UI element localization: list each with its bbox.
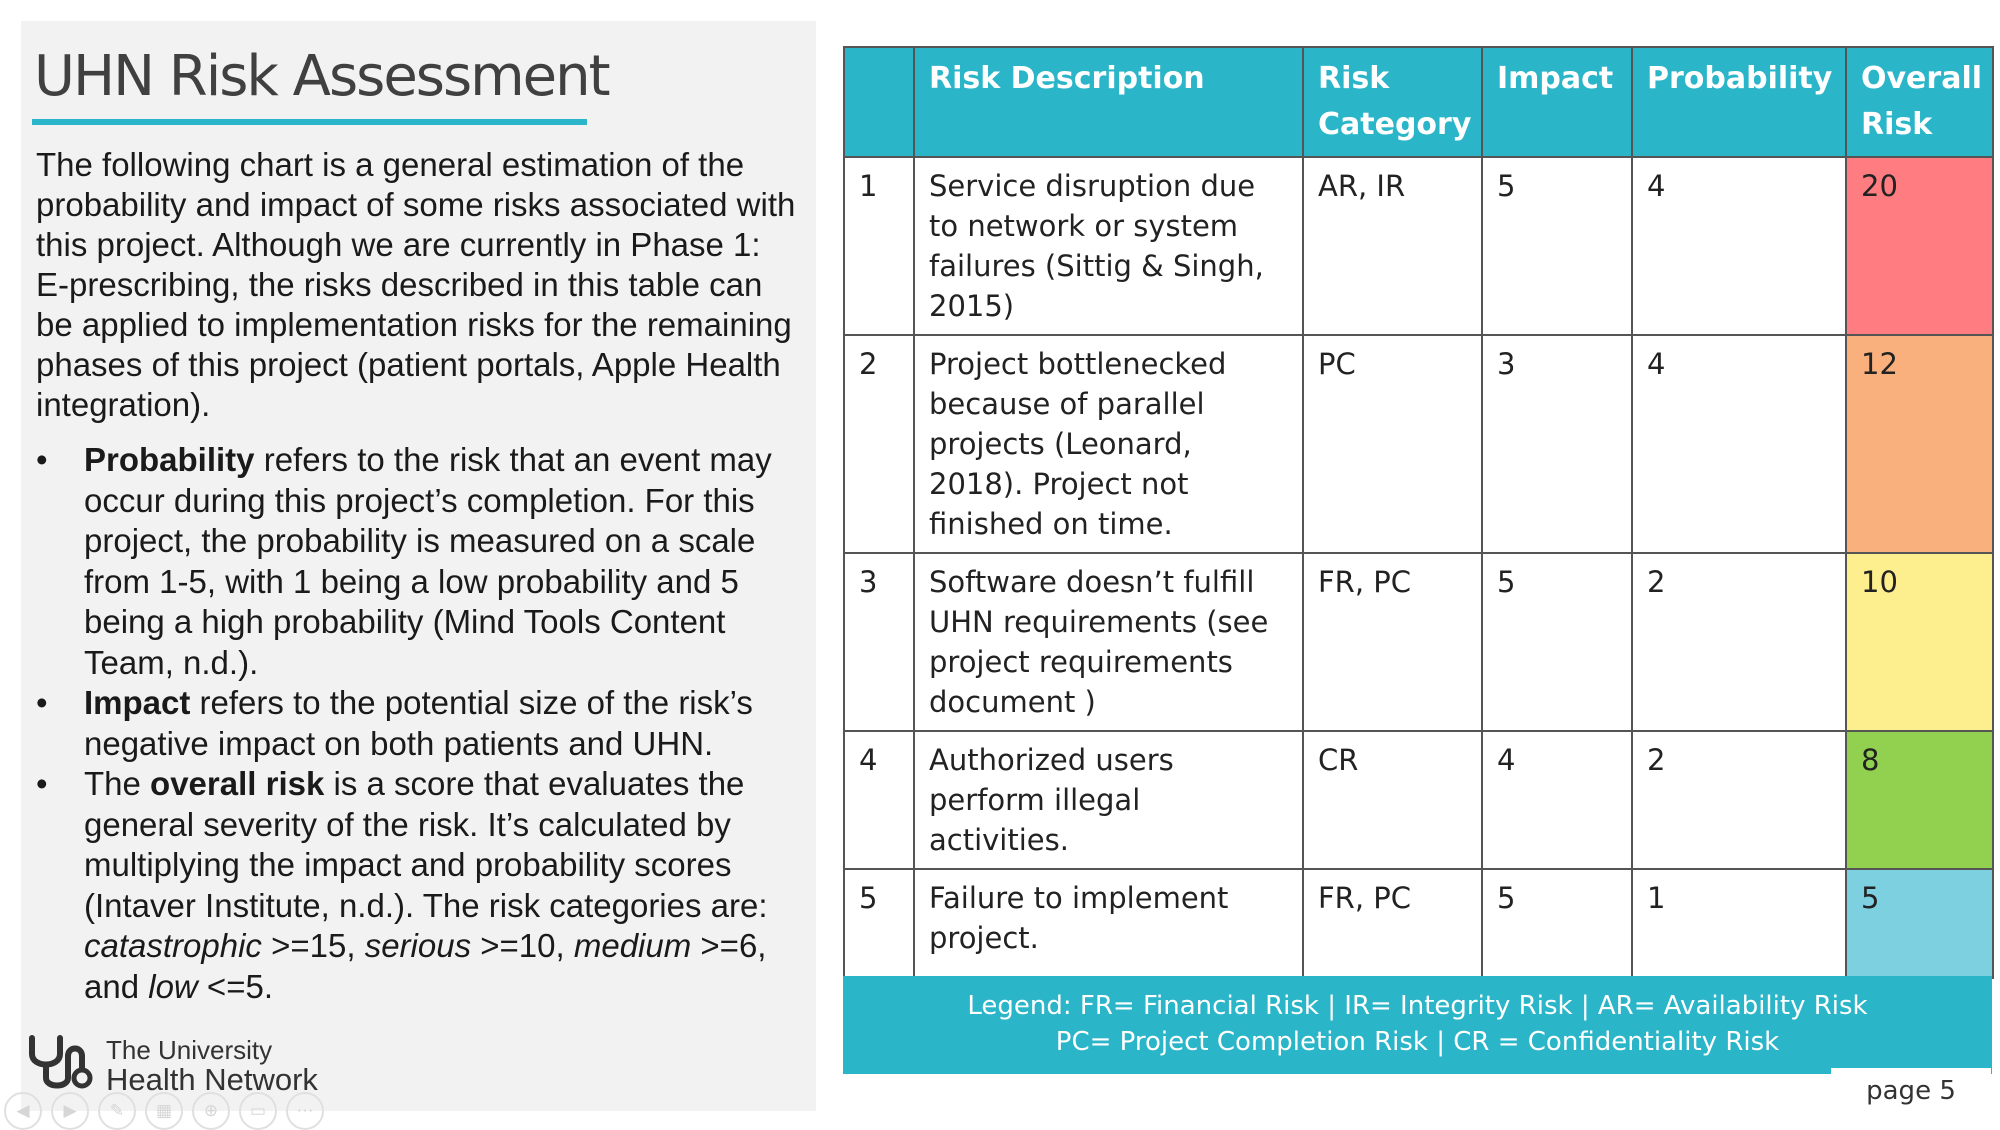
logo-line-1: The University — [106, 1034, 273, 1065]
cell-number: 5 — [844, 869, 914, 978]
rule-serious: >=10, — [471, 927, 574, 964]
header-overall-risk — [1846, 47, 1993, 157]
rule-catastrophic: >=15, — [261, 927, 365, 964]
cell-category: PC — [1303, 335, 1482, 553]
next-icon[interactable]: ▶ — [51, 1092, 89, 1130]
uhn-logo — [24, 1032, 318, 1097]
zoom-icon[interactable]: ⊕ — [192, 1092, 230, 1130]
cell-probability: 1 — [1632, 869, 1846, 978]
table-header-row — [844, 47, 1993, 157]
probability-definition: refers to the risk that an event may occur during this project’s completion. For this project, the probability is measured on a scale from 1-5, with 1 being a low probability and 5 being a high probability (Mind Tools Content Team, n.d.). — [84, 441, 772, 681]
cell-probability: 4 — [1632, 335, 1846, 553]
pen-icon[interactable]: ✎ — [98, 1092, 136, 1130]
and-text: and — [84, 967, 149, 1005]
cell-overall-risk: 20 — [1846, 157, 1993, 335]
bullet-overall-risk — [36, 764, 796, 1007]
term-overall-risk: overall risk — [150, 765, 325, 802]
cell-description: Software doesn’t fulfill UHN requirements (see project requirements document ) — [914, 553, 1303, 731]
intro-paragraph: The following chart is a general estimation of the probability and impact of some risks associated with this project. Although we are currently in Phase 1: E-prescribing, the risks described in this table can be applied to implementation risks for the remaining phases of this project (patient portals, Apple Health integration). — [36, 146, 796, 423]
header-risk-category — [1303, 47, 1482, 157]
more-icon[interactable]: ⋯ — [286, 1092, 324, 1130]
cell-category: FR, PC — [1303, 869, 1482, 978]
category-serious: serious — [364, 927, 472, 964]
category-catastrophic: catastrophic — [84, 927, 262, 964]
header-risk-description: Risk Description — [914, 47, 1303, 157]
cell-probability: 4 — [1632, 157, 1846, 335]
header-probability: Probability — [1632, 47, 1846, 157]
bullet-probability — [36, 440, 796, 683]
page-number: page 5 — [1831, 1068, 1991, 1114]
cell-number: 1 — [844, 157, 914, 335]
category-low: low — [148, 967, 198, 1005]
header-number — [844, 47, 914, 157]
cell-overall-risk: 5 — [1846, 869, 1993, 978]
cell-category: FR, PC — [1303, 553, 1482, 731]
cell-impact: 5 — [1482, 157, 1632, 335]
table-row — [844, 553, 1993, 731]
cell-description: Service disruption due to network or system failures (Sittig & Singh, 2015) — [914, 157, 1303, 335]
overall-pre: The — [84, 765, 151, 802]
risk-table — [843, 46, 1994, 979]
cell-impact: 5 — [1482, 553, 1632, 731]
rule-medium: >=6, — [691, 927, 767, 964]
cell-number: 3 — [844, 553, 914, 731]
cell-overall-risk: 10 — [1846, 553, 1993, 731]
term-impact: Impact — [84, 684, 191, 721]
cell-overall-risk: 8 — [1846, 731, 1993, 869]
header-overall-risk-line-2: Risk — [1861, 107, 1933, 142]
slideshow-toolbar — [4, 1092, 333, 1130]
cell-description: Project bottlenecked because of parallel projects (Leonard, 2018). Project not finished on time. — [914, 335, 1303, 553]
legend-box — [843, 976, 1992, 1074]
impact-definition: refers to the potential size of the risk’s negative impact on both patients and UHN. — [84, 684, 753, 762]
logo-text — [106, 1034, 318, 1097]
rule-low: <=5. — [197, 967, 273, 1005]
previous-icon[interactable]: ◀ — [4, 1092, 42, 1130]
header-impact: Impact — [1482, 47, 1632, 157]
slide-title: UHN Risk Assessment — [34, 44, 609, 109]
table-row — [844, 335, 1993, 553]
table-row — [844, 157, 1993, 335]
cell-probability: 2 — [1632, 731, 1846, 869]
cell-impact: 4 — [1482, 731, 1632, 869]
cell-category: AR, IR — [1303, 157, 1482, 335]
table-row — [844, 869, 1993, 978]
overall-definition: is a score that evaluates the general severity of the risk. It’s calculated by multiplying the impact and probability scores (Intaver Institute, n.d.). The risk categories are: — [84, 765, 768, 924]
cell-number: 2 — [844, 335, 914, 553]
definition-list — [36, 440, 796, 1007]
header-overall-risk-line-1: Overall — [1861, 61, 1983, 96]
cell-number: 4 — [844, 731, 914, 869]
cell-category: CR — [1303, 731, 1482, 869]
category-medium: medium — [573, 927, 692, 964]
subtitles-icon[interactable]: ▭ — [239, 1092, 277, 1130]
header-risk-category-line-1: Risk — [1318, 61, 1390, 96]
header-risk-category-line-2: Category — [1318, 107, 1472, 142]
cell-overall-risk: 12 — [1846, 335, 1993, 553]
title-underline — [32, 119, 587, 125]
cell-description: Authorized users perform illegal activities. — [914, 731, 1303, 869]
stethoscope-icon — [24, 1032, 94, 1097]
table-row — [844, 731, 1993, 869]
legend-line-2: PC= Project Completion Risk | CR = Confidentiality Risk — [1055, 1027, 1780, 1057]
term-probability: Probability — [84, 441, 255, 478]
cell-impact: 3 — [1482, 335, 1632, 553]
cell-probability: 2 — [1632, 553, 1846, 731]
cell-impact: 5 — [1482, 869, 1632, 978]
bullet-impact — [36, 683, 796, 764]
legend-line-1: Legend: FR= Financial Risk | IR= Integrity Risk | AR= Availability Risk — [967, 991, 1868, 1021]
cell-description: Failure to implement project. — [914, 869, 1303, 978]
logo-line-2: Health Network — [106, 1061, 318, 1097]
slides-icon[interactable]: ▦ — [145, 1092, 183, 1130]
